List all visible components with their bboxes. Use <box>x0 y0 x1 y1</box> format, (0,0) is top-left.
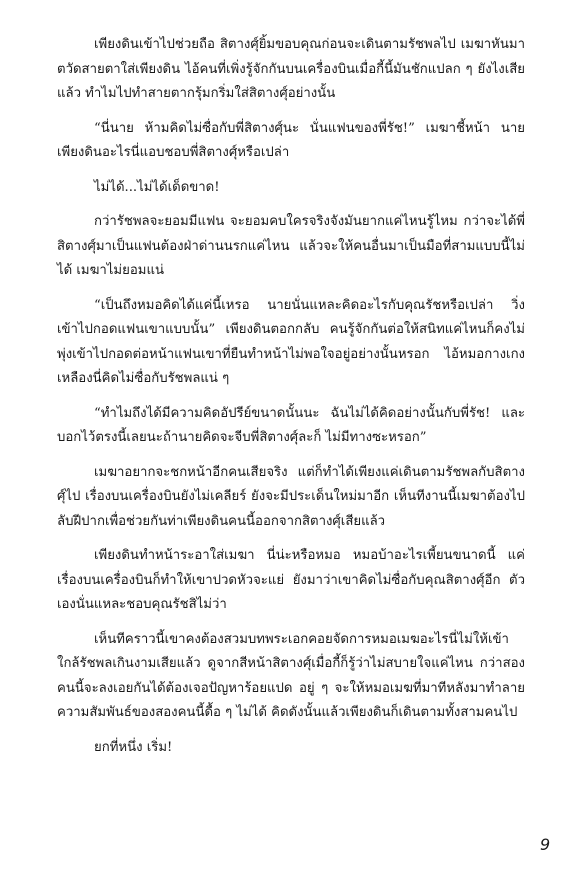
paragraph: เพียงดินเข้าไปช่วยถือ สิตางศุ์ยิ้มขอบคุณก่อนจะเดินตามรัชพลไป เมฆาหันมาตวัดสายตาใส่เพียงดิน ไอ้คนที่เพิ่งรู้จักกันบนเครื่องบินเมื่อกี้นี้มันชักแปลก ๆ ยังไงเสียแล้ว ทำไมไปทำสายตากรุ้มกริ่มใส่สิตางศุ์อย่างนั้น <box>57 37 525 101</box>
page-number: 9 <box>540 835 551 854</box>
paragraph: กว่ารัชพลจะยอมมีแฟน จะยอมคบใครจริงจังมันยากแค่ไหนรู้ไหม กว่าจะได้พี่สิตางศุ์มาเป็นแฟนต้องฝ่าด่านนรกแค่ไหน แล้วจะให้คนอื่นมาเป็นมือที่สามแบบนี้ไม่ได้ เมฆาไม่ยอมแน่ <box>57 214 525 278</box>
paragraph: เห็นทีคราวนี้เขาคงต้องสวมบทพระเอกคอยจัดการหมอเมฆอะไรนี่ไม่ให้เข้าใกล้รัชพลเกินงามเสียแล้ว ดูจากสีหน้าสิตางศุ์เมื่อกี้ก็รู้ว่าไม่สบายใจแค่ไหน กว่าสองคนนี้จะลงเอยกันได้ต้องเจอปัญหาร้อยแปด อยู่ ๆ จะให้หมอเมฆที่มาทีหลังมาทำลายความสัมพันธ์ของสองคนนี้ดื้อ ๆ ไม่ได้ คิดดังนั้นแล้วเพียงดินก็เดินตามทั้งสามคนไป <box>57 631 525 720</box>
paragraph: ไม่ได้...ไม่ได้เด็ดขาด! <box>94 179 220 195</box>
paragraph: เพียงดินทำหน้าระอาใส่เมฆา นี่น่ะหรือหมอ หมอบ้าอะไรเพี้ยนขนาดนี้ แค่เรื่องบนเครื่องบินก็ทำให้เขาปวดหัวจะแย่ ยังมาว่าเขาคิดไม่ซื่อกับคุณสิตางศุ์อีก ตัวเองนั่นแหละชอบคุณรัชสิไม่ว่า <box>57 548 525 612</box>
paragraph: “เป็นถึงหมอคิดได้แค่นี้เหรอ นายนั่นแหละคิดอะไรกับคุณรัชหรือเปล่า วิ่งเข้าไปกอดแฟนเขาแบบนั้น” เพียงดินตอกกลับ คนรู้จักกันต่อให้สนิทแค่ไหนก็คงไม่พุ่งเข้าไปกอดต่อหน้าแฟนเขาที่ยืนทำหน้าไม่พอใจอยู่อย่างนั้นหรอก ไอ้หมอกางเกงเหลืองนี่คิดไม่ซื่อกับรัชพลแน่ ๆ <box>57 297 525 386</box>
page-body <box>57 33 525 770</box>
paragraph: “นี่นาย ห้ามคิดไม่ซื่อกับพี่สิตางศุ์นะ นั่นแฟนของพี่รัช!” เมฆาชี้หน้า นายเพียงดินอะไรนี่แอบชอบพี่สิตางศุ์หรือเปล่า <box>57 120 525 160</box>
paragraph: เมฆาอยากจะชกหน้าอีกคนเสียจริง แต่ก็ทำได้เพียงแค่เดินตามรัชพลกับสิตางศุ์ไป เรื่องบนเครื่องบินยังไม่เคลียร์ ยังจะมีประเด็นใหม่มาอีก เห็นทีงานนี้เมฆาต้องไปลับฝีปากเพื่อช่วยกันท่าเพียงดินคนนี้ออกจากสิตางศุ์เสียแล้ว <box>57 464 525 529</box>
paragraph: ยกที่หนึ่ง เริ่ม! <box>94 739 173 755</box>
paragraph: “ทำไมถึงได้มีความคิดอัปรีย์ขนาดนั้นนะ ฉันไม่ได้คิดอย่างนั้นกับพี่รัช! และบอกไว้ตรงนี้เลยนะถ้านายคิดจะจีบพี่สิตางศุ์ละก็ ไม่มีทางซะหรอก” <box>57 405 525 445</box>
